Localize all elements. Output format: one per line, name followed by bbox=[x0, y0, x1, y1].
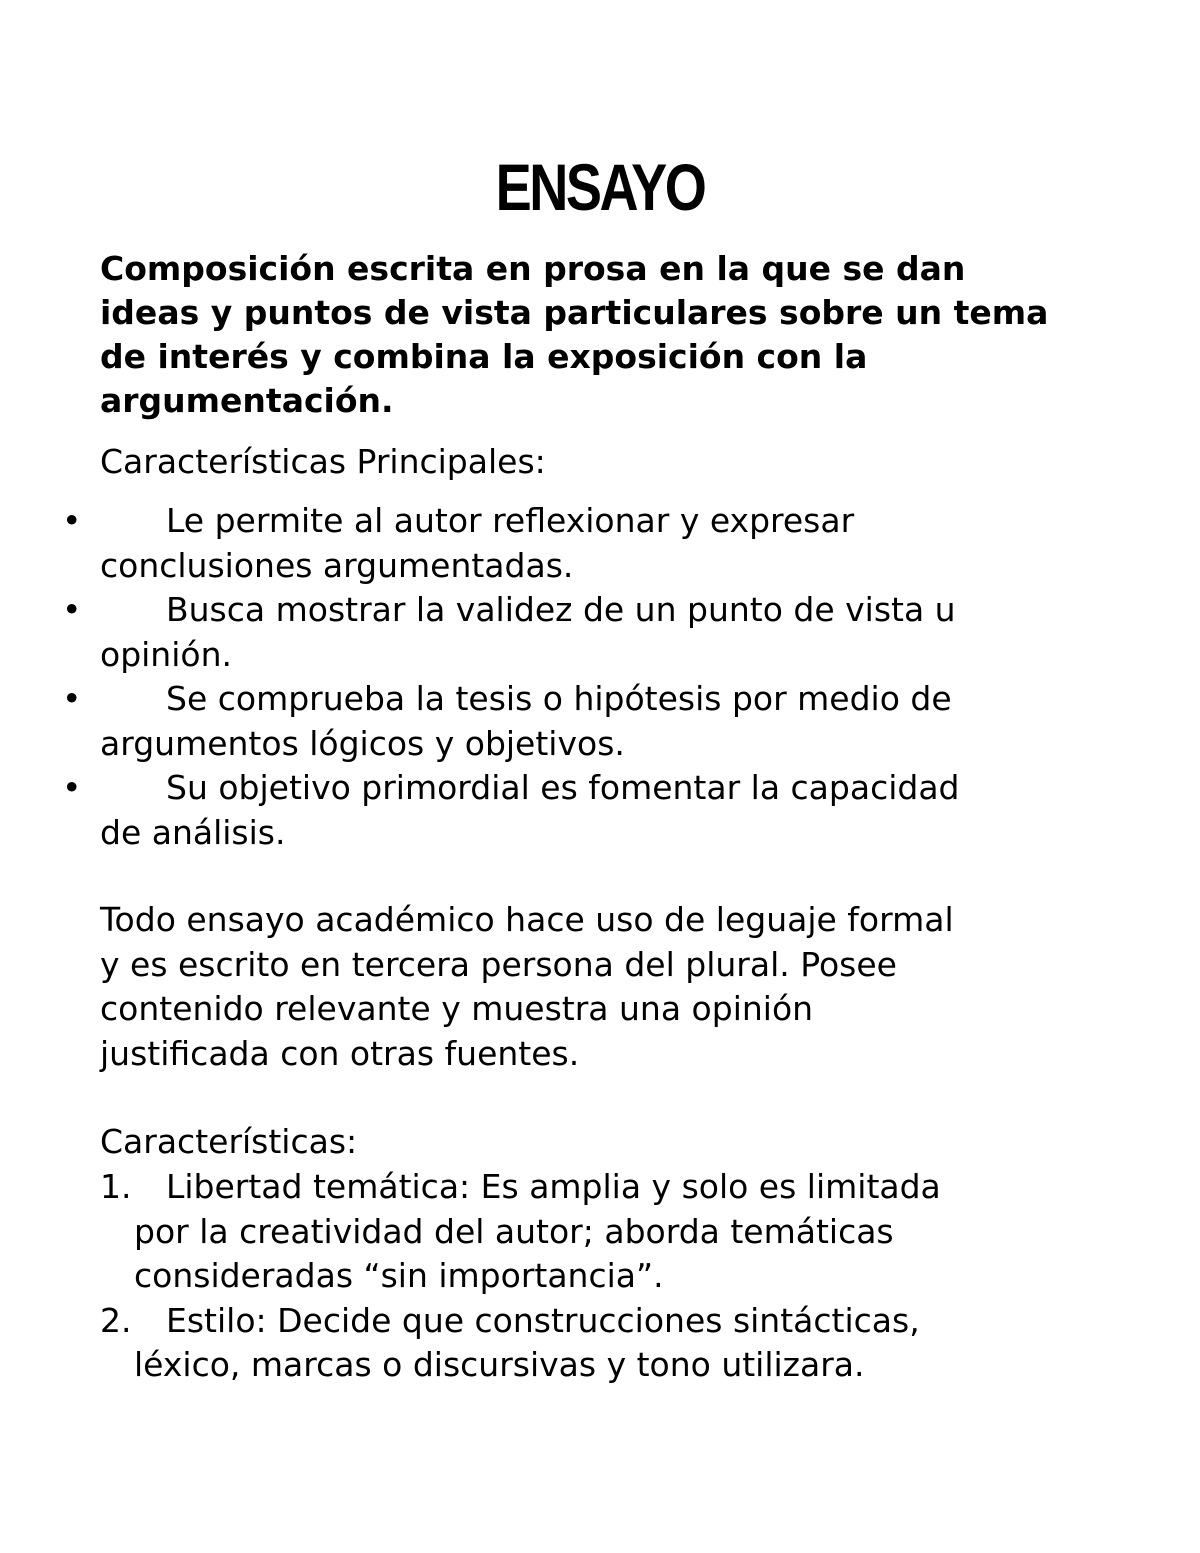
list-item-line: Su objetivo primordial es fomentar la capacidad bbox=[166, 768, 960, 807]
list-number: 1. bbox=[100, 1167, 132, 1206]
bullet-icon: • bbox=[62, 590, 82, 629]
paragraph-line: justificada con otras fuentes. bbox=[100, 1033, 580, 1073]
document-title: ENSAYO bbox=[495, 150, 705, 224]
list-item-line: consideradas “sin importancia”. bbox=[134, 1256, 664, 1295]
list-item bbox=[0, 499, 1100, 588]
list-item bbox=[0, 766, 1100, 855]
definition-paragraph: Composición escrita en prosa en la que se dan ideas y puntos de vista particulares sobre un tema de interés y combina la exposición con la argumentación. bbox=[100, 249, 1049, 420]
list-item bbox=[0, 588, 1100, 677]
list-number: 2. bbox=[100, 1300, 132, 1340]
academic-essay-paragraph bbox=[100, 898, 1060, 1076]
list-item bbox=[0, 1165, 1100, 1299]
list-item bbox=[0, 1299, 1100, 1388]
bullet-icon: • bbox=[62, 501, 82, 540]
features-heading: Características: bbox=[100, 1122, 358, 1161]
paragraph-line: y es escrito en tercera persona del plural. Posee bbox=[100, 944, 897, 984]
list-item-line: Busca mostrar la validez de un punto de vista u bbox=[166, 590, 956, 629]
paragraph-line: Todo ensayo académico hace uso de leguaje formal bbox=[100, 900, 954, 939]
list-item-line: de análisis. bbox=[100, 812, 286, 852]
main-features-heading: Características Principales: bbox=[100, 442, 546, 481]
list-item-line: argumentos lógicos y objetivos. bbox=[100, 723, 625, 763]
list-item-line: por la creatividad del autor; aborda temáticas bbox=[134, 1211, 894, 1251]
list-item-line: Libertad temática: Es amplia y solo es limitada bbox=[166, 1167, 941, 1206]
bullet-icon: • bbox=[62, 768, 82, 807]
paragraph-line: contenido relevante y muestra una opinión bbox=[100, 989, 814, 1028]
list-item-line: léxico, marcas o discursivas y tono utilizara. bbox=[134, 1345, 865, 1384]
list-item-line: opinión. bbox=[100, 634, 232, 674]
main-features-list bbox=[0, 499, 1100, 855]
bullet-icon: • bbox=[62, 679, 82, 718]
list-item-line: Le permite al autor reflexionar y expresar bbox=[166, 501, 855, 540]
features-list bbox=[0, 1165, 1100, 1388]
list-item bbox=[0, 677, 1100, 766]
list-item-line: conclusiones argumentadas. bbox=[100, 545, 574, 585]
list-item-line: Estilo: Decide que construcciones sintácticas, bbox=[166, 1300, 920, 1340]
list-item-line: Se comprueba la tesis o hipótesis por medio de bbox=[166, 679, 952, 718]
